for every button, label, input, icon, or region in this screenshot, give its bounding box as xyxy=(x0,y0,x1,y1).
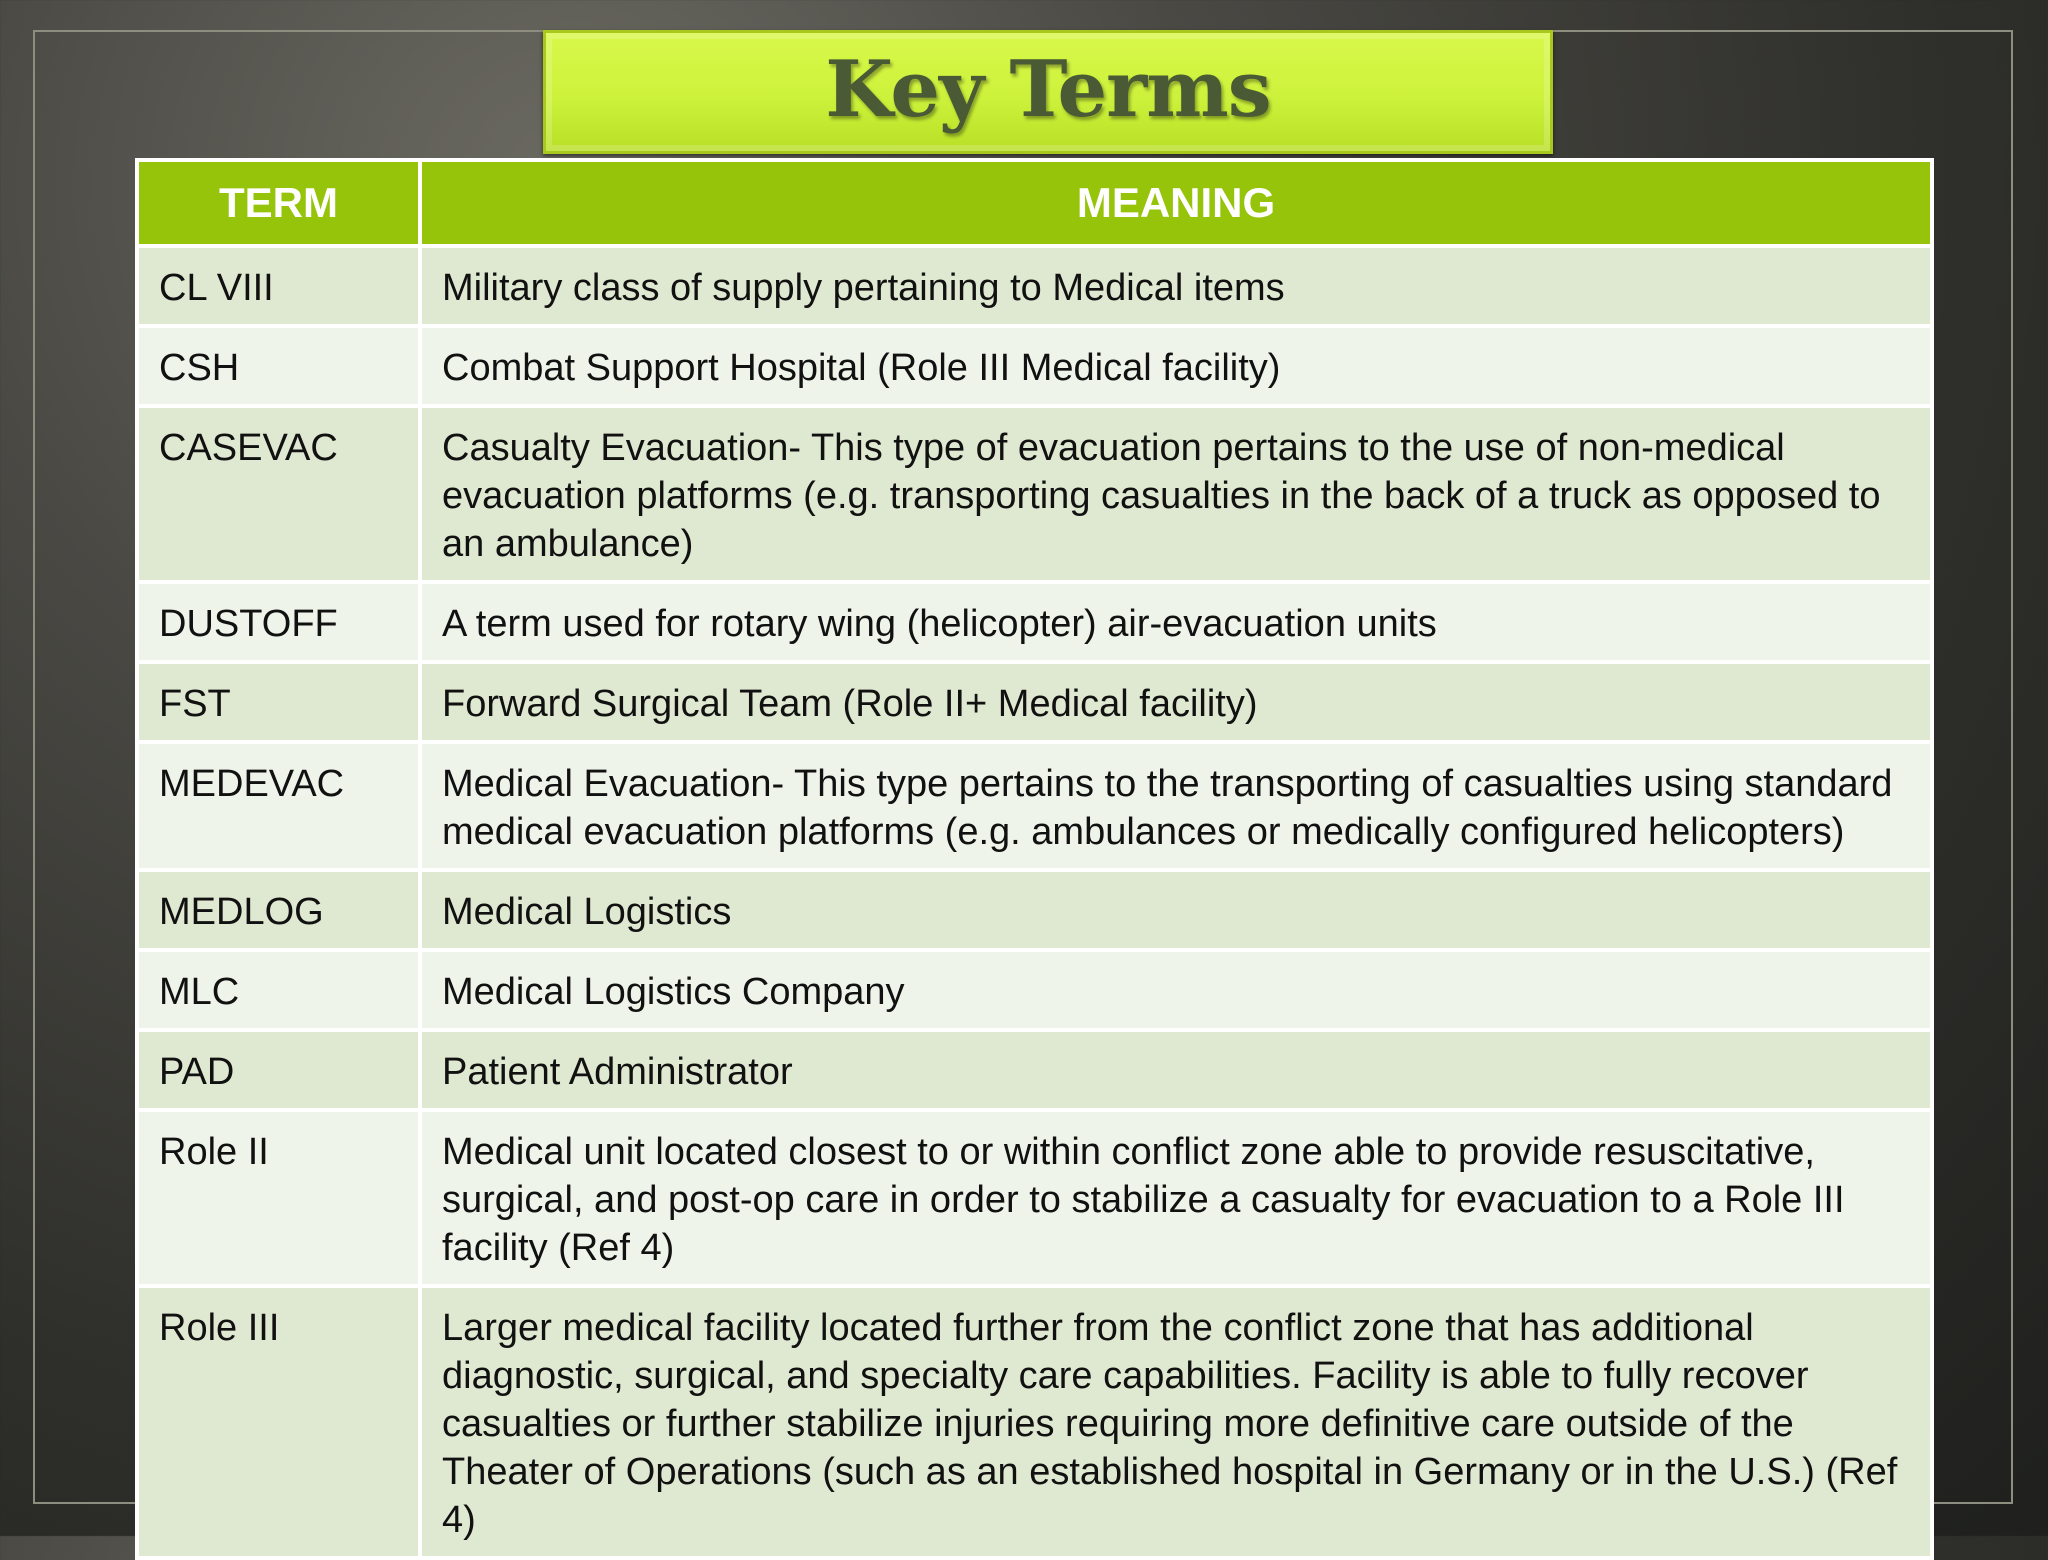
table-row xyxy=(137,582,1932,662)
table-row xyxy=(137,406,1932,582)
meaning-cell: Medical Logistics Company xyxy=(420,950,1932,1030)
meaning-cell: Patient Administrator xyxy=(420,1030,1932,1110)
table-row xyxy=(137,662,1932,742)
term-cell: MEDLOG xyxy=(137,870,420,950)
table-row xyxy=(137,1110,1932,1286)
meaning-cell: Medical unit located closest to or within conflict zone able to provide resuscitative, surgical, and post-op care in order to stabilize a casualty for evacuation to a Role III facility (Ref 4) xyxy=(420,1110,1932,1286)
meaning-cell: Medical Logistics xyxy=(420,870,1932,950)
table-row xyxy=(137,1030,1932,1110)
meaning-cell: Military class of supply pertaining to Medical items xyxy=(420,246,1932,326)
header-meaning: MEANING xyxy=(420,160,1932,246)
table-row xyxy=(137,1286,1932,1558)
table-row xyxy=(137,326,1932,406)
meaning-cell: Medical Evacuation- This type pertains to the transporting of casualties using standard medical evacuation platforms (e.g. ambulances or medically configured helicopters) xyxy=(420,742,1932,870)
table-header-row xyxy=(137,160,1932,246)
table-row xyxy=(137,950,1932,1030)
term-cell: FST xyxy=(137,662,420,742)
meaning-cell: Forward Surgical Team (Role II+ Medical facility) xyxy=(420,662,1932,742)
page-title: Key Terms xyxy=(825,43,1271,135)
term-cell: Role II xyxy=(137,1110,420,1286)
term-cell: CSH xyxy=(137,326,420,406)
header-term: TERM xyxy=(137,160,420,246)
meaning-cell: A term used for rotary wing (helicopter) air-evacuation units xyxy=(420,582,1932,662)
table-row xyxy=(137,246,1932,326)
meaning-cell: Combat Support Hospital (Role III Medical facility) xyxy=(420,326,1932,406)
key-terms-table xyxy=(135,158,1934,1560)
table-row xyxy=(137,742,1932,870)
term-cell: CL VIII xyxy=(137,246,420,326)
term-cell: MEDEVAC xyxy=(137,742,420,870)
title-banner xyxy=(543,30,1553,154)
meaning-cell: Larger medical facility located further from the conflict zone that has additional diagnostic, surgical, and specialty care capabilities. Facility is able to fully recover casualties or further stabilize injuries requiring more definitive care outside of the Theater of Operations (such as an established hospital in Germany or in the U.S.) (Ref 4) xyxy=(420,1286,1932,1558)
term-cell: DUSTOFF xyxy=(137,582,420,662)
table-row xyxy=(137,870,1932,950)
term-cell: MLC xyxy=(137,950,420,1030)
term-cell: CASEVAC xyxy=(137,406,420,582)
term-cell: PAD xyxy=(137,1030,420,1110)
meaning-cell: Casualty Evacuation- This type of evacuation pertains to the use of non-medical evacuation platforms (e.g. transporting casualties in the back of a truck as opposed to an ambulance) xyxy=(420,406,1932,582)
term-cell: Role III xyxy=(137,1286,420,1558)
